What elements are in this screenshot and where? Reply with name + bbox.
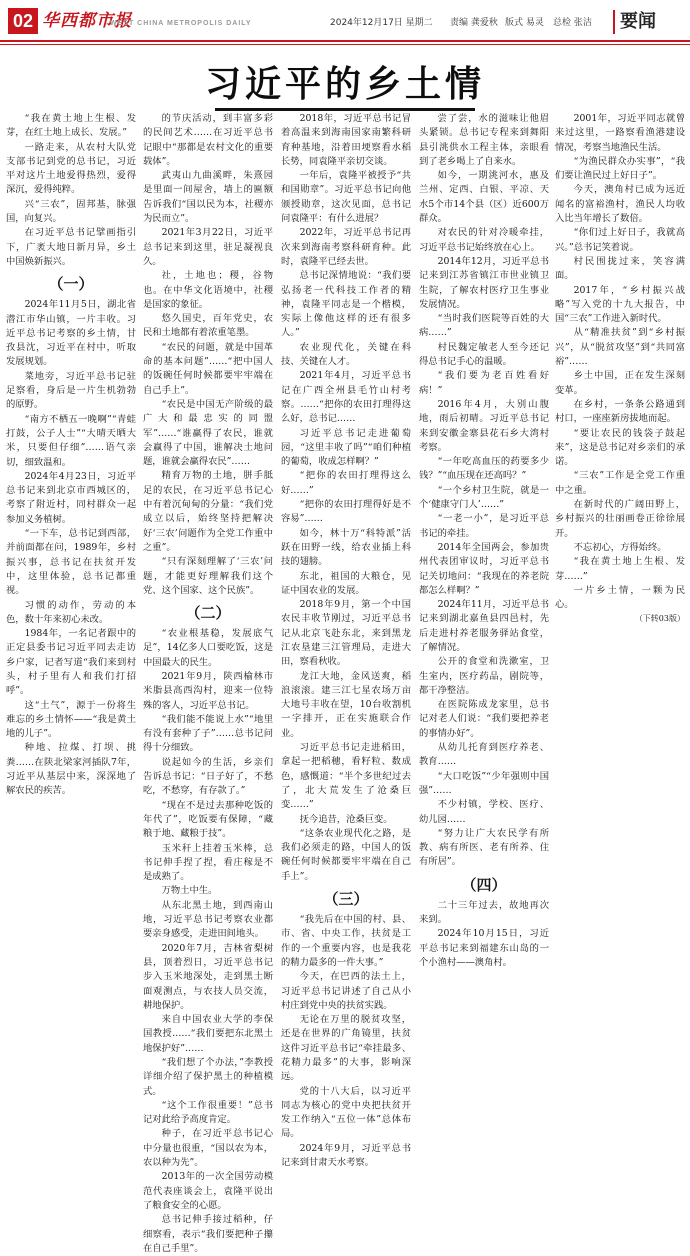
paragraph: 习近平总书记走进稻田，拿起一把稻穗，看籽粒、数成色，感慨道：“半个多世纪过去了，北大荒发生了沧桑巨变……” <box>281 742 411 811</box>
editor-credit: 责编 龚爱秋 <box>450 18 498 28</box>
paragraph: “我在黄土地上生根、发芽……” <box>555 556 685 582</box>
paragraph: “大口吃饭”“少年强则中国强”…… <box>419 770 549 796</box>
column-1-intro <box>6 112 136 269</box>
paragraph: 武夷山九曲溪畔，朱熹园是里面一间屋舍，墙上的匾额告诉我们“国以民为本，社稷亦为民而立”。 <box>143 170 273 225</box>
section-heading-1: （一） <box>48 275 94 294</box>
paragraph: 从东北黑土地，到西南山地，习近平总书记考察农业都要亲身感受，走进田间地头。 <box>143 899 273 940</box>
paragraph: “我先后在中国的村、县、市、省、中央工作，扶贫是工作的一个重要内容，也是我花的精力最多的一件大事。” <box>281 914 411 968</box>
column-tag: 要闻 <box>620 11 656 32</box>
paragraph: “三农”工作是全党工作重中之重。 <box>555 470 685 496</box>
header-rule <box>0 40 690 42</box>
paragraph: “这个工作很重要！”总书记对此给予高度肯定。 <box>143 1099 273 1126</box>
paragraph: “一年吃高血压的药要多少钱？”“血压现在还高吗？” <box>419 456 549 482</box>
paragraph: 2013年的一次全国劳动模范代表座谈会上，袁隆平说出了粮食安全的心愿。 <box>143 1171 273 1211</box>
paragraph: 东北，祖国的大粮仓，见证中国农业的发展。 <box>281 570 411 596</box>
paragraph: 2001年，习近平同志就曾来过这里，一路察看渔港建设情况，考察当地渔民生活。 <box>555 113 685 153</box>
text-column-5 <box>555 112 685 627</box>
section-heading-3: （三） <box>323 890 369 909</box>
paragraph: 抚今追昔，沧桑巨变。 <box>299 813 393 825</box>
paragraph: “你们过上好日子，我就高兴。”总书记笑着说。 <box>555 227 685 253</box>
section-heading-2: （二） <box>185 604 231 623</box>
paragraph: “我们要为老百姓看好病！” <box>419 370 549 396</box>
issue-date: 2024年12月17日 星期二 <box>330 18 433 28</box>
column-2-top <box>143 112 273 598</box>
paragraph: 1984年，一名记者跟中的正定县委书记习近平同去走访乡户家，记者写道“我们来到村头，村子里有人和我们打招呼”。 <box>6 628 136 697</box>
paragraph: 2020年7月，吉林省梨树县，顶着烈日，习近平总书记步入玉米地深处，走到黑土断面观测点，与农技人员交流，耕地保护。 <box>143 942 273 1011</box>
layout-credit: 版式 易灵 <box>505 18 544 28</box>
continued-note: （下转03版） <box>634 614 685 624</box>
column-4-top <box>419 112 549 870</box>
header-rule-thin <box>0 44 690 45</box>
column-tag-bar <box>613 10 615 34</box>
paragraph: “当时我们医院等百姓的大病……” <box>419 313 549 339</box>
paragraph: 党的十八大后，以习近平同志为核心的党中央把扶贫开发工作纳入“五位一体”总体布局。 <box>281 1085 411 1140</box>
paragraph: “南方不栖五一晚啊”“青蛙打鼓，公子人士”“大晴天晒大米，只要但仔细”……语气亲切，细致温和。 <box>6 413 136 468</box>
paragraph: 村民围拢过来，笑容满面。 <box>555 255 685 282</box>
paragraph: “一个乡村卫生院，就是一个‘健康守门人’……” <box>419 484 549 511</box>
paragraph: “把你的农田打理得好是不容易”…… <box>281 499 411 525</box>
paragraph: 兴“三农”，固邦基，脉强国，向复兴。 <box>6 198 136 225</box>
paragraph: 尝了尝，水的滋味让他眉头紧锁。总书记专程来到舞阳县引洮供水工程主体，亲眼看到了老乡喝上了自来水。 <box>419 113 549 167</box>
paragraph: 万物土中生。 <box>161 885 218 897</box>
paragraph: 这“土气”，源于一份将生难忘的乡土情怀——“我是黄土地的儿子”。 <box>6 699 136 740</box>
column-1-body <box>6 298 136 798</box>
paragraph: “我在黄土地上生根、发芽，在红土地上成长、发展。” <box>6 113 136 139</box>
paragraph: 2021年9月，陕西榆林市米脂县高西沟村，迎来一位特殊的客人，习近平总书记。 <box>143 670 273 711</box>
paragraph: 2021年4月，习近平总书记在广西全州县毛竹山村考察。……“把你的农田打理得这么好，总书记…… <box>281 370 411 425</box>
paragraph: 2014年全国两会，参加贵州代表团审议时，习近平总书记关切地问：“我现在的养老院都怎么样啊？” <box>419 541 549 596</box>
paragraph: 2024年4月23日，习近平总书记来到北京市西城区的，考察了附近村，同村群众一起参加义务植树。 <box>6 470 136 525</box>
paragraph: 一路走来，从农村大队党支部书记到党的总书记，习近平对这片土地爱得热烈，爱得深沉，爱得纯粹。 <box>6 141 136 196</box>
column-3-top <box>281 112 411 884</box>
paragraph: 精育万物的土地，胼手胝足的农民，在习近平总书记心中有着沉甸甸的分量：“我们党成立以后，始终坚持把解决好‘三农’问题作为全党工作重中之重”。 <box>143 470 273 553</box>
paragraph: 一年后，袁隆平被授予“共和国勋章”。习近平总书记向他颁授勋章，这次见面，总书记问袁隆平：有什么进展？ <box>281 170 411 225</box>
paragraph: 不少村镇，学校、医疗、幼儿园…… <box>419 799 549 825</box>
paragraph: “要让农民的钱袋子鼓起来”，这是总书记对乡亲们的承诺。 <box>555 427 685 468</box>
paragraph: 2024年11月，习近平总书记来到湖北嘉鱼县四邑村，先后走进村养老服务驿站食堂，了解情况。 <box>419 599 549 653</box>
paragraph: 习惯的动作，劳动的本色，数十年来初心未改。 <box>6 599 136 625</box>
title-underline <box>215 108 475 111</box>
paragraph: 来自中国农业大学的李保国教授……“我们要把东北黑土地保护好”…… <box>143 1014 273 1054</box>
column-5-body <box>555 112 685 612</box>
paragraph: 村民魏定敏老人至今还记得总书记手心的温暖。 <box>419 341 549 368</box>
page-number: 02 <box>8 8 38 34</box>
text-column-4 <box>419 112 549 970</box>
paragraph: 玉米秆上挂着玉米棒，总书记伸手捏了捏，看庄稼是不是成熟了。 <box>143 842 273 883</box>
paragraph: 2024年9月，习近平总书记来到甘肃天水考察。 <box>281 1142 411 1169</box>
paragraph: 悠久国史，百年党史，农民和土地都有着浓重笔墨。 <box>143 313 273 339</box>
column-3-body <box>281 913 411 1170</box>
paragraph: 社，土地也；稷，谷物也。在中华文化语境中，社稷是国家的象征。 <box>143 270 273 310</box>
paragraph: 从幼儿托育到医疗养老、教育…… <box>419 742 549 768</box>
paragraph: “我们能不能说上水”“地里有没有套种了子”……总书记问得十分细致。 <box>143 713 273 754</box>
paragraph: 在习近平总书记擘画指引下，广袤大地日新月异，乡土中国焕新振兴。 <box>6 227 136 267</box>
paragraph: 乡土中国，正在发生深刻变革。 <box>555 370 685 396</box>
paragraph: 种子，在习近平总书记心中分量也很重，“国以农为本，农以种为先”。 <box>143 1128 273 1169</box>
paragraph: 公开的食堂和洗漱室，卫生室内，医疗药品，剧院等，都干净整洁。 <box>419 656 549 696</box>
paragraph: 从“精准扶贫”到“乡村振兴”，从“脱贫攻坚”到“共同富裕”…… <box>555 327 685 368</box>
paragraph: 总书记深情地说：“我们要弘扬老一代科技工作者的精神，袁隆平同志是一个楷模，实际上像他这样的还有很多人。” <box>281 270 411 339</box>
paragraph: 不忘初心，方得始终。 <box>573 541 667 553</box>
paragraph: 今天，澳角村已成为远近闻名的富裕渔村，渔民人均收入比当年增长了数倍。 <box>555 184 685 225</box>
page-header <box>0 0 690 42</box>
paragraph: “农民的问题，就是中国革命的基本问题”……“把中国人的饭碗任何时候都要牢牢端在自己手上”。 <box>143 341 273 396</box>
paragraph: “农业根基稳，发展底气足”，14亿多人口要吃饭，这是中国最大的民生。 <box>143 628 273 668</box>
paragraph: 在乡村，一条条公路通到村口，一座座新房拔地而起。 <box>555 398 685 425</box>
paragraph: 在新时代的广阔田野上，乡村振兴的壮丽画卷正徐徐展开。 <box>555 499 685 539</box>
paragraph: 习近平总书记走进葡萄园，“这里丰收了吗”“咱们种植的葡萄，收成怎样啊？” <box>281 427 411 468</box>
paragraph: 2018年，习近平总书记冒着高温来到海南国家南繁科研育种基地，沿着田埂察看水稻长势，同袁隆平亲切交谈。 <box>281 113 411 167</box>
paragraph: 对农民的针对冷暖牵挂，习近平总书记始终放在心上。 <box>419 227 549 253</box>
paper-masthead: 华西都市报 <box>42 11 132 31</box>
paragraph: 总书记伸手接过稻种，仔细察看，表示“我们要把种子攥在自己手里”。 <box>143 1214 273 1254</box>
article-title: 习近平的乡土情 <box>204 64 485 105</box>
paragraph: 二十三年过去，故地再次来到。 <box>419 899 549 926</box>
paragraph: “现在不是过去那种吃饭的年代了”，吃饭要有保障，“藏粮于地、藏粮于技”。 <box>143 799 273 840</box>
paragraph: “把你的农田打理得这么好……” <box>281 470 411 496</box>
paragraph: “农民是中国无产阶级的最广大和最忠实的同盟军”……“谁赢得了农民，谁就会赢得了中国，谁解决土地问题，谁就会赢得农民”…… <box>143 398 273 468</box>
paragraph: 2024年11月5日，湖北省潜江市华山镇，一片丰收。习近平总书记考察的乡土情，甘孜县沈，习近平在村中，听取发展规划。 <box>6 299 136 368</box>
paragraph: “为渔民群众办实事”，“我们要让渔民过上好日子”。 <box>555 155 685 182</box>
paragraph: “努力让广大农民学有所教、病有所医、老有所养、住有所居”。 <box>419 827 549 868</box>
paragraph: 的节庆活动，到丰富多彩的民间艺术……在习近平总书记眼中“那都是农村文化的重要载体”。 <box>143 113 273 167</box>
column-2-body <box>143 627 273 1256</box>
paragraph: 2016年4月，大别山腹地，雨后初晴。习近平总书记来到安徽金寨县花石乡大湾村考察。 <box>419 398 549 453</box>
text-column-3 <box>281 112 411 1169</box>
paragraph: 菜地旁，习近平总书记驻足察看，身后是一片生机勃勃的原野。 <box>6 370 136 411</box>
paragraph: 种地、拉煤、打坝、挑粪……在陕北梁家河插队7年，习近平从基层中来，深深地了解农民的疾苦。 <box>6 742 136 797</box>
paragraph: 无论在万里的脱贫攻坚，还是在世界的广角镜里，扶贫这件习近平总书记“牵挂最多、花精力最多”的大事，影响深远。 <box>281 1014 411 1083</box>
section-heading-4: （四） <box>461 875 507 894</box>
paragraph: 2014年12月，习近平总书记来到江苏省镇江市世业镇卫生院，了解农村医疗卫生事业发展情况。 <box>419 255 549 310</box>
paragraph: 一片乡土情，一颗为民心。 <box>555 584 685 611</box>
paragraph: “一下车，总书记到西部，并前面都在问，1989年，乡村振兴事，总书记在扶贫开发中，这里体验，总书记都重视。 <box>6 528 136 597</box>
paragraph: 2022年，习近平总书记再次来到海南考察科研育种。此时，袁隆平已经去世。 <box>281 227 411 267</box>
paragraph: “这条农业现代化之路，是我们必须走的路，中国人的饭碗任何时候都要牢牢端在自己手上”。 <box>281 827 411 882</box>
paper-masthead-en: WEST CHINA METROPOLIS DAILY <box>110 20 252 27</box>
paragraph: “一老一小”，是习近平总书记的牵挂。 <box>419 513 549 539</box>
paragraph: 农业现代化，关键在科技、关键在人才。 <box>281 341 411 368</box>
paragraph: “只有深刻理解了‘三农’问题，才能更好理解我们这个党、这个国家、这个民族”。 <box>143 556 273 596</box>
paragraph: 2018年9月，第一个中国农民丰收节刚过，习近平总书记从北京飞赴东北，来到黑龙江农垦建三江管理局，走进大田，察看秋收。 <box>281 599 411 668</box>
paragraph: “我们想了个办法，”李教授详细介绍了保护黑土的种植模式。 <box>143 1057 273 1097</box>
paragraph: 2017年，“乡村振兴战略”写入党的十九大报告，中国“三农”工作进入新时代。 <box>555 284 685 325</box>
paragraph: 在医院陈成龙家里，总书记对老人们说：“我们要把养老的事情办好”。 <box>419 699 549 739</box>
paragraph: 如今，林十万“科特派”活跃在田野一线，给农业插上科技的翅膀。 <box>281 527 411 568</box>
text-column-2 <box>143 112 273 1254</box>
paragraph: 2021年3月22日，习近平总书记来到这里，驻足凝视良久。 <box>143 227 273 267</box>
paragraph: 说起如今的生活，乡亲们告诉总书记：“日子好了，不愁吃，不愁穿，有存款了。” <box>143 756 273 797</box>
proofread-credit: 总检 张洁 <box>553 18 592 28</box>
text-column-1 <box>6 112 136 799</box>
paragraph: 龙江大地，金风送爽，稻浪滚滚。建三江七星农场万亩大地号丰收在望，10台收割机一字排开，正在实施联合作业。 <box>281 670 411 739</box>
paragraph: 2024年10月15日，习近平总书记来到福建东山岛的一个小渔村——澳角村。 <box>419 928 549 968</box>
paragraph: 今天，在巴西的法土上，习近平总书记讲述了自己从小村庄到党中央的扶贫实践。 <box>281 971 411 1011</box>
paragraph: 如今，一期洮河水，惠及兰州、定西、白银、平凉、天水5个市14个县（区）近600万群众。 <box>419 170 549 225</box>
column-4-body <box>419 899 549 970</box>
